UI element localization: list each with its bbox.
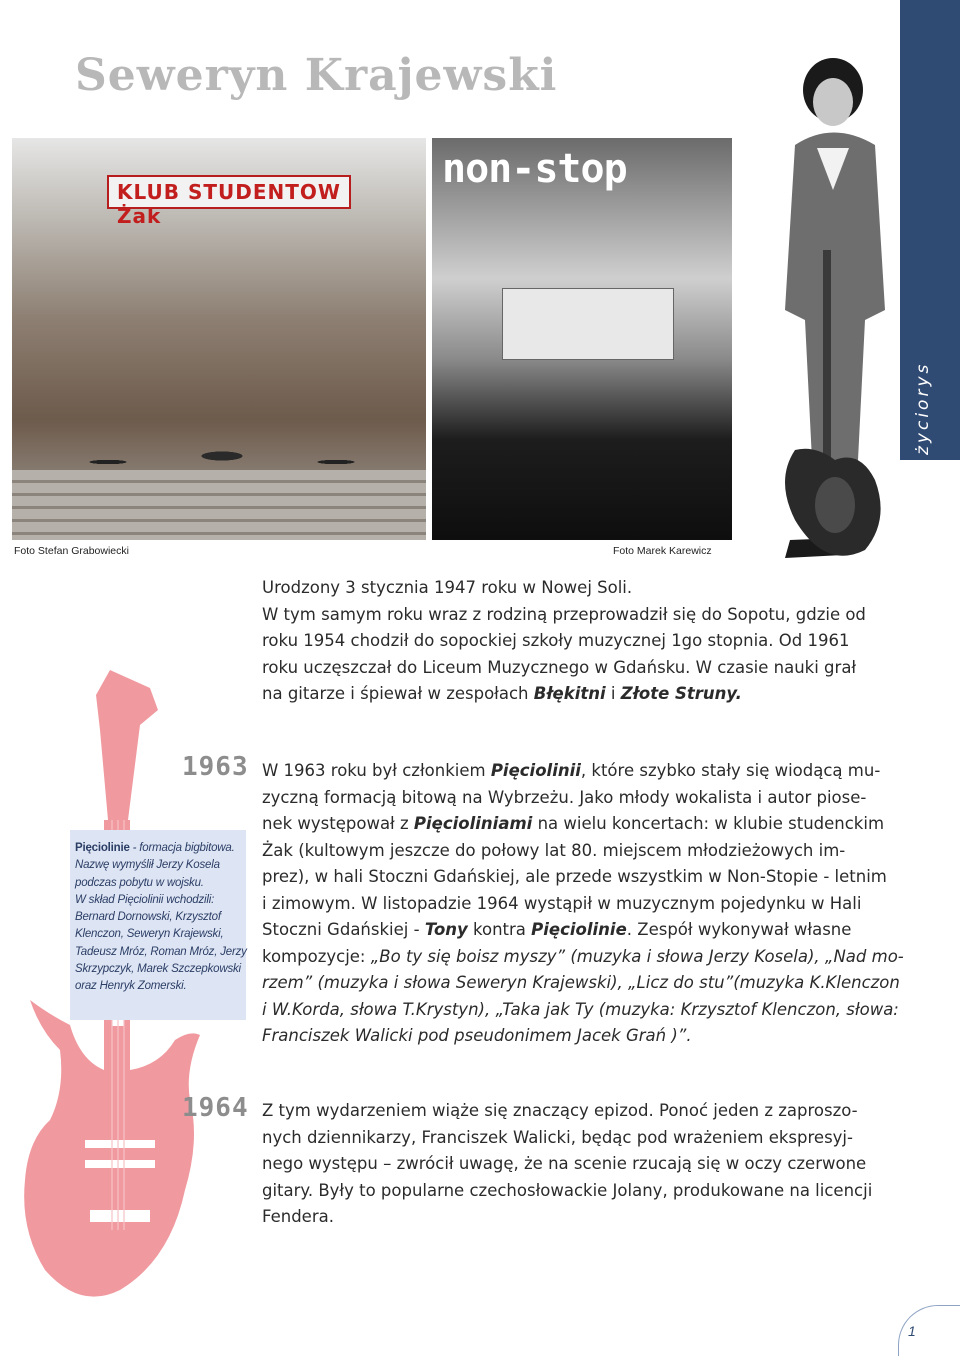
photo-concert <box>432 138 732 540</box>
photo-caption-left: Foto Stefan Grabowiecki <box>14 545 129 557</box>
intro-line: na gitarze i śpiewał w zespołach Błękitni i Złote Struny. <box>262 684 742 703</box>
paragraph-line: i zimowym. W listopadzie 1964 wystąpił w muzycznym pojedynku w Hali <box>262 893 862 913</box>
stairs <box>12 470 426 540</box>
paragraph-line: nego występu – zwrócił uwagę, że na scenie rzucają się w oczy czerwone <box>262 1154 867 1173</box>
photo-club-students <box>12 138 426 540</box>
paragraph-line: i W.Korda, słowa T.Krystyn), „Taka jak Ty (muzyka: Krzysztof Klenczon, słowa: <box>262 999 899 1019</box>
paragraph-line: Stoczni Gdańskiej - Tony kontra Pięciolinie. Zespół wykonywał własne <box>262 920 852 939</box>
section-label <box>913 415 933 455</box>
paragraph-line: Franciszek Walicki pod pseudonimem Jacek Grań )”. <box>262 1026 692 1045</box>
band-name: Błękitni <box>533 684 606 703</box>
intro-line: roku 1954 chodził do sopockiej szkoły muzycznej 1go stopnia. Od 1961 <box>262 631 850 650</box>
intro-line: roku uczęszczał do Liceum Muzycznego w Gdańsku. W czasie nauki grał <box>262 657 857 677</box>
paragraph-line: kompozycje: „Bo ty się boisz myszy” (muzyka i słowa Jerzy Kosela), „Nad mo- <box>262 946 904 966</box>
sidebar-line: podczas pobytu w wojsku. <box>75 876 204 889</box>
paragraph-line: prez), w hali Stoczni Gdańskiej, ale przede wszystkim w Non-Stopie - letnim <box>262 867 887 886</box>
paragraph-line: Z tym wydarzeniem wiąże się znaczący epizod. Ponoć jeden z zaproszo- <box>262 1101 858 1120</box>
paragraph-line: nek występował z Pięcioliniami na wielu koncertach: w klubie studenckim <box>262 814 885 833</box>
band-name: Złote Struny. <box>620 684 742 703</box>
intro-line: W tym samym roku wraz z rodziną przeprowadził się do Sopotu, gdzie od <box>262 604 866 624</box>
paragraph-line: gitary. Były to popularne czechosłowackie Jolany, produkowane na licencji <box>262 1180 873 1200</box>
photo-guitarist <box>735 50 895 590</box>
year-1964: 1964 <box>182 1093 249 1123</box>
sidebar-line: Skrzypczyk, Marek Szczepkowski <box>75 963 241 976</box>
year-1963: 1963 <box>182 752 249 782</box>
sidebar-line: Nazwę wymyślił Jerzy Kosela <box>75 859 220 872</box>
paragraph-line: Żak (kultowym jeszcze do połowy lat 80. miejscem młodzieżowych im- <box>262 840 846 860</box>
page-number: 1 <box>908 1323 916 1339</box>
paragraph-line: nych dziennikarzy, Franciszek Walicki, będąc pod wrażeniem ekspresyj- <box>262 1127 853 1147</box>
intro-line: Urodzony 3 stycznia 1947 roku w Nowej Soli. <box>262 578 633 597</box>
section-1963-paragraph <box>262 758 904 1050</box>
stage <box>502 288 674 360</box>
club-sign-text: KLUB STUDENTOW Żak <box>117 180 341 228</box>
intro-paragraph <box>262 575 872 708</box>
sidebar-line: Klenczon, Seweryn Krajewski, <box>75 928 224 941</box>
paragraph-line: rzem” (muzyka i słowa Seweryn Krajewski), „Licz do stu”(muzyka K.Klenczon <box>262 973 900 992</box>
paragraph-line: Fendera. <box>262 1207 334 1226</box>
sidebar-lead-line: Pięciolinie - formacja bigbitowa. <box>75 842 235 854</box>
sidebar-line: Bernard Dornowski, Krzysztof <box>75 911 221 924</box>
sidebar-line: W skład Pięciolinii wchodzili: <box>75 893 215 906</box>
non-stop-logo: non-stop <box>442 146 627 192</box>
paragraph-line: zyczną formacją bitową na Wybrzeżu. Jako młody wokalista i autor piose- <box>262 787 867 807</box>
sidebar-note <box>75 840 245 996</box>
sidebar-line: oraz Henryk Zomerski. <box>75 980 187 993</box>
section-1964-paragraph <box>262 1098 874 1231</box>
paragraph-line: W 1963 roku był członkiem Pięciolinii, które szybko stały się wiodącą mu- <box>262 761 881 780</box>
photo-caption-right: Foto Marek Karewicz <box>613 545 712 557</box>
club-sign <box>107 175 351 228</box>
sidebar-line: Tadeusz Mróz, Roman Mróz, Jerzy <box>75 945 247 958</box>
page-title: Seweryn Krajewski <box>75 50 558 101</box>
